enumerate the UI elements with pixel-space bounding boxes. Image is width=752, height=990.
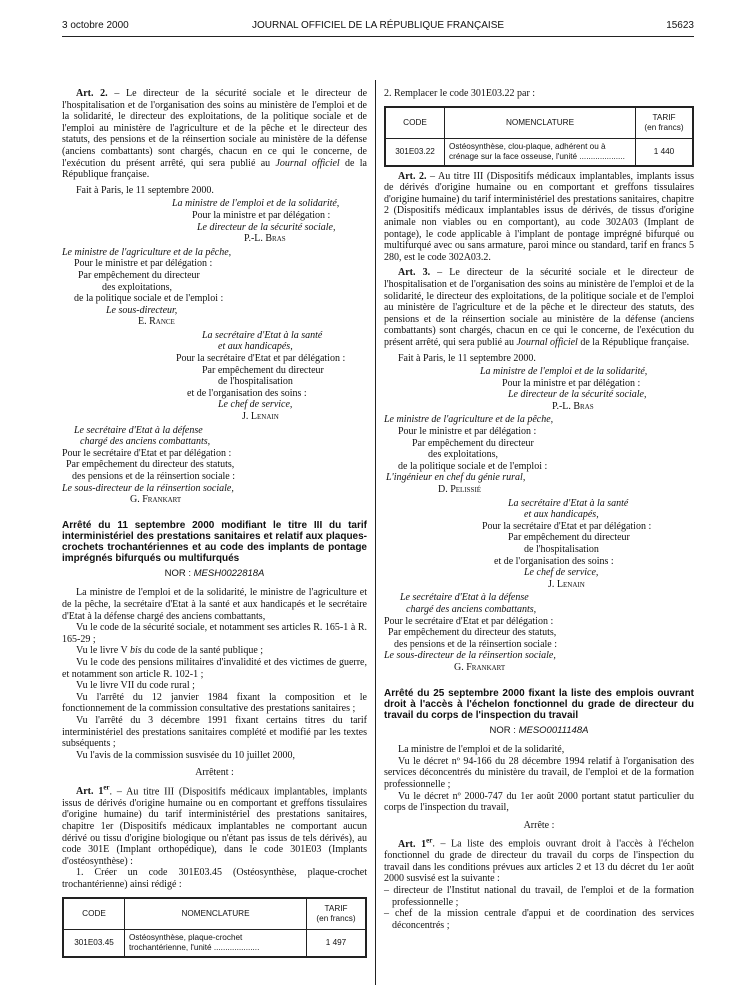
- signature-date: Fait à Paris, le 11 septembre 2000.: [76, 184, 214, 196]
- signatory-role: Le sous-directeur de la réinsertion sociale,: [384, 650, 556, 662]
- visa-2: [62, 645, 367, 657]
- visa-7: Vu l'avis de la commission susvisée du 10 juillet 2000,: [76, 749, 295, 761]
- article-text: – Au titre III (Dispositifs médicaux implantables, implants issus de dérivés d'origine humaine ou en comportant et greffons tissulaires d'origine humaine) du tarif interministériel des prestations sanitaires, chapitre 2 (Dispositifs médicaux implantables issus de dérivés, de tissus d'origine animale non viables ou en comportant), au code 302A03 (Implant de pontage), le code applicable à l'implant de pontage imprégné bifurqué ou multifurqué avec ou sans armature, paroi mince ou standard, tarif en francs 5 280, est le code 302A03.2.: [384, 170, 694, 263]
- visa-text: Vu le livre V: [76, 645, 131, 657]
- signatory-name: G. Frankart: [130, 494, 182, 506]
- signatory-name: P.-L. Bras: [244, 233, 286, 245]
- article-label-sup: er: [426, 836, 433, 845]
- signature-block-agriculture: [62, 247, 367, 328]
- table-header-row: [63, 898, 366, 930]
- signatory-title: chargé des anciens combattants,: [80, 436, 211, 448]
- delegation-line: Par empêchement du directeur: [78, 269, 200, 281]
- article-label: Art. 3.: [398, 267, 431, 279]
- item-1: 1. Créer un code 301E03.45 (Ostéosynthèse, plaque-crochet trochantérienne) ainsi rédigé :: [62, 867, 367, 890]
- nor-label: NOR :: [164, 567, 194, 579]
- tarif-label: TARIF: [652, 112, 676, 122]
- decree-title: Arrêté du 25 septembre 2000 fixant la liste des emplois ouvrant droit à l'accès à l'échelon fonctionnel du grade de directeur du travail du corps de l'inspection du travail: [384, 687, 694, 721]
- article-label-sup: er: [103, 783, 110, 792]
- signatory-title: Le ministre de l'agriculture et de la pêche,: [62, 246, 232, 258]
- signature-block-defense: [384, 592, 694, 673]
- delegation-line: Pour le secrétaire d'Etat et par délégation :: [62, 447, 232, 459]
- signatory-title: Le secrétaire d'Etat à la défense: [400, 592, 529, 604]
- signatory-name: D. Pelissié: [438, 484, 482, 496]
- article-label: Art. 1: [76, 786, 104, 798]
- page-number: 15623: [666, 20, 694, 31]
- signatory-role: Le directeur de la sécurité sociale,: [197, 221, 336, 233]
- signatory-title: La secrétaire d'Etat à la santé: [508, 497, 629, 509]
- signature-block-defense: [62, 425, 367, 506]
- visa-6: Vu l'arrêté du 3 décembre 1991 fixant certains titres du tarif interministériel des prestations sanitaires complété et modifié par les textes subséquents ;: [62, 714, 367, 750]
- delegation-line: Pour le ministre et par délégation :: [398, 426, 537, 438]
- left-column: [62, 88, 367, 958]
- visa-4: Vu le livre VII du code rural ;: [76, 680, 195, 692]
- journal-officiel-ref: Journal officiel: [516, 336, 578, 348]
- delegation-line: Par empêchement du directeur des statuts,: [388, 627, 557, 639]
- nor-reference: [62, 568, 367, 580]
- column-header-code: CODE: [63, 898, 125, 930]
- delegation-line: Par empêchement du directeur: [202, 364, 324, 376]
- visa-2: Vu le décret nº 2000-747 du 1er août 2000 portant statut particulier du corps de l'inspection du travail,: [384, 790, 694, 814]
- delegation-line: Pour la secrétaire d'Etat et par délégation :: [176, 353, 346, 365]
- article-label: Art. 2.: [76, 88, 108, 99]
- signatory-title: Le secrétaire d'Etat à la défense: [74, 424, 203, 436]
- signatory-role: Le chef de service,: [524, 567, 599, 579]
- signatory-title: chargé des anciens combattants,: [406, 603, 537, 615]
- article-1-paragraph: [384, 835, 694, 885]
- signatory-title: et aux handicapés,: [218, 341, 293, 353]
- delegation-line: Par empêchement du directeur: [508, 532, 630, 544]
- journal-officiel-ref: Journal officiel: [275, 157, 340, 169]
- cell-tarif: 1 440: [636, 138, 694, 166]
- column-divider: [375, 80, 376, 985]
- article-text: – Le directeur de la sécurité sociale et le directeur de l'hospitalisation et de l'organisation des soins au ministère de l'emploi et de la solidarité, le directeur des exploitations, de la politique sociale et de l'emploi au ministère de l'agriculture et de la pêche et le directeur des statuts, des pensions et de la réinsertion sociale au ministère de la défense (anciens combattants) sont chargés, chacun en ce qui le concerne, de l'exécution du présent arrêté, qui sera publié au: [62, 88, 368, 169]
- visa-3: Vu le code des pensions militaires d'invalidité et des victimes de guerre, et notamment son article R. 102-1 ;: [62, 656, 367, 680]
- item-2: 2. Remplacer le code 301E03.22 par :: [384, 88, 536, 99]
- signatory-role: Le sous-directeur,: [106, 304, 178, 316]
- delegation-line: Pour la secrétaire d'Etat et par délégation :: [482, 520, 652, 532]
- preamble: La ministre de l'emploi et de la solidarité, le ministre de l'agriculture et de la pêche, la secrétaire d'Etat à la santé et aux handicapés et le secrétaire d'Etat à la défense chargé des anciens combattants,: [62, 587, 367, 622]
- delegation-line: des exploitations,: [428, 449, 498, 461]
- header-rule: [62, 36, 694, 37]
- nor-code: MESO0011148A: [518, 724, 589, 736]
- delegation-line: Pour la ministre et par délégation :: [192, 209, 331, 221]
- tariff-table-2: [384, 106, 694, 167]
- article-text: . – Au titre III (Dispositifs médicaux implantables, implants issus de dérivés d'origine humaine ou en comportant et greffons tissulaires d'origine humaine) du tarif interministériel des prestations sanitaires, chapitre 1er (Dispositifs médicaux implantables ne comportant aucun dérivé ou tissu d'origine biologique ou n'étant pas issus de tels dérivés), au code 301E (Implant orthopédique), dans le code 301E03 (Implants d'ostéosynthèse) :: [62, 786, 367, 867]
- signatory-role: L'ingénieur en chef du génie rural,: [386, 472, 526, 484]
- preamble: La ministre de l'emploi et de la solidarité,: [398, 744, 565, 756]
- article-text: – Le directeur de la sécurité sociale et le directeur de l'hospitalisation et de l'organisation des soins au ministère de l'emploi et de la solidarité, le directeur des exploitations, de la politique sociale et de l'emploi au ministère de l'agriculture et de la pêche et le directeur des statuts, des pensions et de la réinsertion sociale au ministère de la défense (anciens combattants) sont chargés, chacun en ce qui le concerne, de l'exécution du présent arrêté, qui sera publié au: [384, 267, 694, 348]
- tarif-unit: (en francs): [316, 913, 356, 923]
- signatory-role: Le directeur de la sécurité sociale,: [508, 389, 647, 401]
- signature-block-sante: [62, 330, 367, 423]
- column-header-tarif: [636, 107, 694, 139]
- arretent-heading: Arrêtent :: [195, 767, 234, 779]
- issue-date: 3 octobre 2000: [62, 20, 129, 31]
- tariff-table-1: [62, 897, 367, 958]
- visa-1: Vu le code de la sécurité sociale, et notamment ses articles R. 165-1 à R. 165-29 ;: [62, 622, 367, 645]
- signatory-title: et aux handicapés,: [524, 509, 599, 521]
- cell-code: 301E03.22: [385, 138, 445, 166]
- list-item: – directeur de l'Institut national du travail, de l'emploi et de la formation professionnelle ;: [384, 884, 694, 908]
- article-text-end: de la République française.: [577, 336, 690, 348]
- cell-code: 301E03.45: [63, 929, 125, 957]
- delegation-line: Par empêchement du directeur: [412, 437, 534, 449]
- signatory-role: Le chef de service,: [218, 399, 293, 411]
- delegation-line: Pour le secrétaire d'Etat et par délégation :: [384, 615, 554, 627]
- delegation-line: des pensions et de la réinsertion sociale :: [394, 638, 558, 650]
- signature-block-sante: [384, 498, 694, 591]
- article-3-paragraph: [384, 267, 694, 348]
- article-2-paragraph: [384, 171, 694, 264]
- page-header: [62, 20, 694, 34]
- delegation-line: Pour la ministre et par délégation :: [502, 377, 641, 389]
- signatory-role: Le sous-directeur de la réinsertion sociale,: [62, 482, 234, 494]
- delegation-line: Par empêchement du directeur des statuts,: [66, 459, 235, 471]
- cell-nomenclature: Ostéosynthèse, plaque-crochet trochantérienne, l'unité ....................: [125, 929, 307, 957]
- table-header-row: [385, 107, 693, 139]
- visa-1: Vu le décret nº 94-166 du 28 décembre 1994 relatif à l'organisation des services déconcentrés du ministère du travail, de l'emploi et de la formation professionnelle ;: [384, 755, 694, 790]
- article-label: Art. 1: [398, 838, 427, 850]
- cell-nomenclature: Ostéosynthèse, clou-plaque, adhérent ou à crénage sur la face osseuse, l'unité ....................: [445, 138, 636, 166]
- delegation-line: de l'hospitalisation: [524, 544, 599, 555]
- delegation-line: des pensions et de la réinsertion sociale :: [72, 471, 236, 482]
- delegation-line: de l'hospitalisation: [218, 376, 293, 388]
- nor-code: MESH0022818A: [193, 567, 265, 579]
- article-2-paragraph: [62, 88, 367, 181]
- signatory-name: E. Rance: [138, 316, 175, 328]
- article-text-end: de la République française.: [62, 157, 367, 181]
- article-1-paragraph: [62, 783, 367, 867]
- right-column: [384, 88, 694, 931]
- article-label: Art. 2.: [398, 170, 427, 182]
- table-row: [63, 929, 366, 957]
- signatory-name: G. Frankart: [454, 661, 506, 673]
- tarif-unit: (en francs): [644, 122, 684, 132]
- table-row: [385, 138, 693, 166]
- signature-date: Fait à Paris, le 11 septembre 2000.: [398, 352, 536, 364]
- nor-label: NOR :: [489, 724, 519, 736]
- visa-5: Vu l'arrêté du 12 janvier 1984 fixant la composition et le fonctionnement de la commission consultative des prestations sanitaires ;: [62, 691, 367, 715]
- delegation-line: et de l'organisation des soins :: [494, 555, 614, 567]
- column-header-nomenclature: NOMENCLATURE: [125, 898, 307, 930]
- delegation-line: et de l'organisation des soins :: [187, 387, 307, 399]
- journal-title: JOURNAL OFFICIEL DE LA RÉPUBLIQUE FRANÇAISE: [251, 20, 505, 31]
- delegation-line: de la politique sociale et de l'emploi :: [74, 293, 224, 305]
- article-text: . – La liste des emplois ouvrant droit à l'accès à l'échelon fonctionnel du grade de directeur du travail du corps de l'inspection du travail dans les conditions prévues aux articles 2 et 13 du décret du 1er août 2000 susvisé est la suivante :: [384, 838, 694, 885]
- nor-reference: [384, 725, 694, 737]
- visa-text-end: du code de la santé publique ;: [141, 645, 264, 657]
- signature-block-agriculture: [384, 414, 694, 495]
- signatory-title: Le ministre de l'agriculture et de la pêche,: [384, 414, 554, 426]
- decree-title: Arrêté du 11 septembre 2000 modifiant le titre III du tarif interministériel des prestations sanitaires et relatif aux plaques-crochets trochantériennes et au code des implants de pontage imprégnés bifurqués ou multifurqués: [62, 519, 367, 564]
- visa-text-italic: bis: [130, 645, 142, 657]
- signatory-title: La ministre de l'emploi et de la solidarité,: [172, 198, 340, 210]
- employment-list: [384, 885, 694, 931]
- signatory-name: J. Lenain: [548, 578, 585, 590]
- list-item: – chef de la mission centrale d'appui et de coordination des services déconcentrés ;: [384, 908, 694, 931]
- cell-tarif: 1 497: [307, 929, 367, 957]
- column-header-nomenclature: NOMENCLATURE: [445, 107, 636, 139]
- signature-block-emploi: [62, 198, 367, 244]
- signatory-title: La secrétaire d'Etat à la santé: [202, 329, 323, 341]
- signature-block-emploi: [384, 366, 694, 412]
- tarif-label: TARIF: [324, 903, 348, 913]
- signatory-name: J. Lenain: [242, 411, 279, 423]
- signatory-title: La ministre de l'emploi et de la solidarité,: [480, 366, 648, 378]
- delegation-line: Pour le ministre et par délégation :: [74, 258, 213, 270]
- delegation-line: des exploitations,: [102, 281, 172, 293]
- signatory-name: P.-L. Bras: [552, 400, 594, 412]
- arrete-heading: Arrête :: [523, 819, 555, 831]
- column-header-tarif: [307, 898, 367, 930]
- delegation-line: de la politique sociale et de l'emploi :: [398, 460, 548, 472]
- column-header-code: CODE: [385, 107, 445, 139]
